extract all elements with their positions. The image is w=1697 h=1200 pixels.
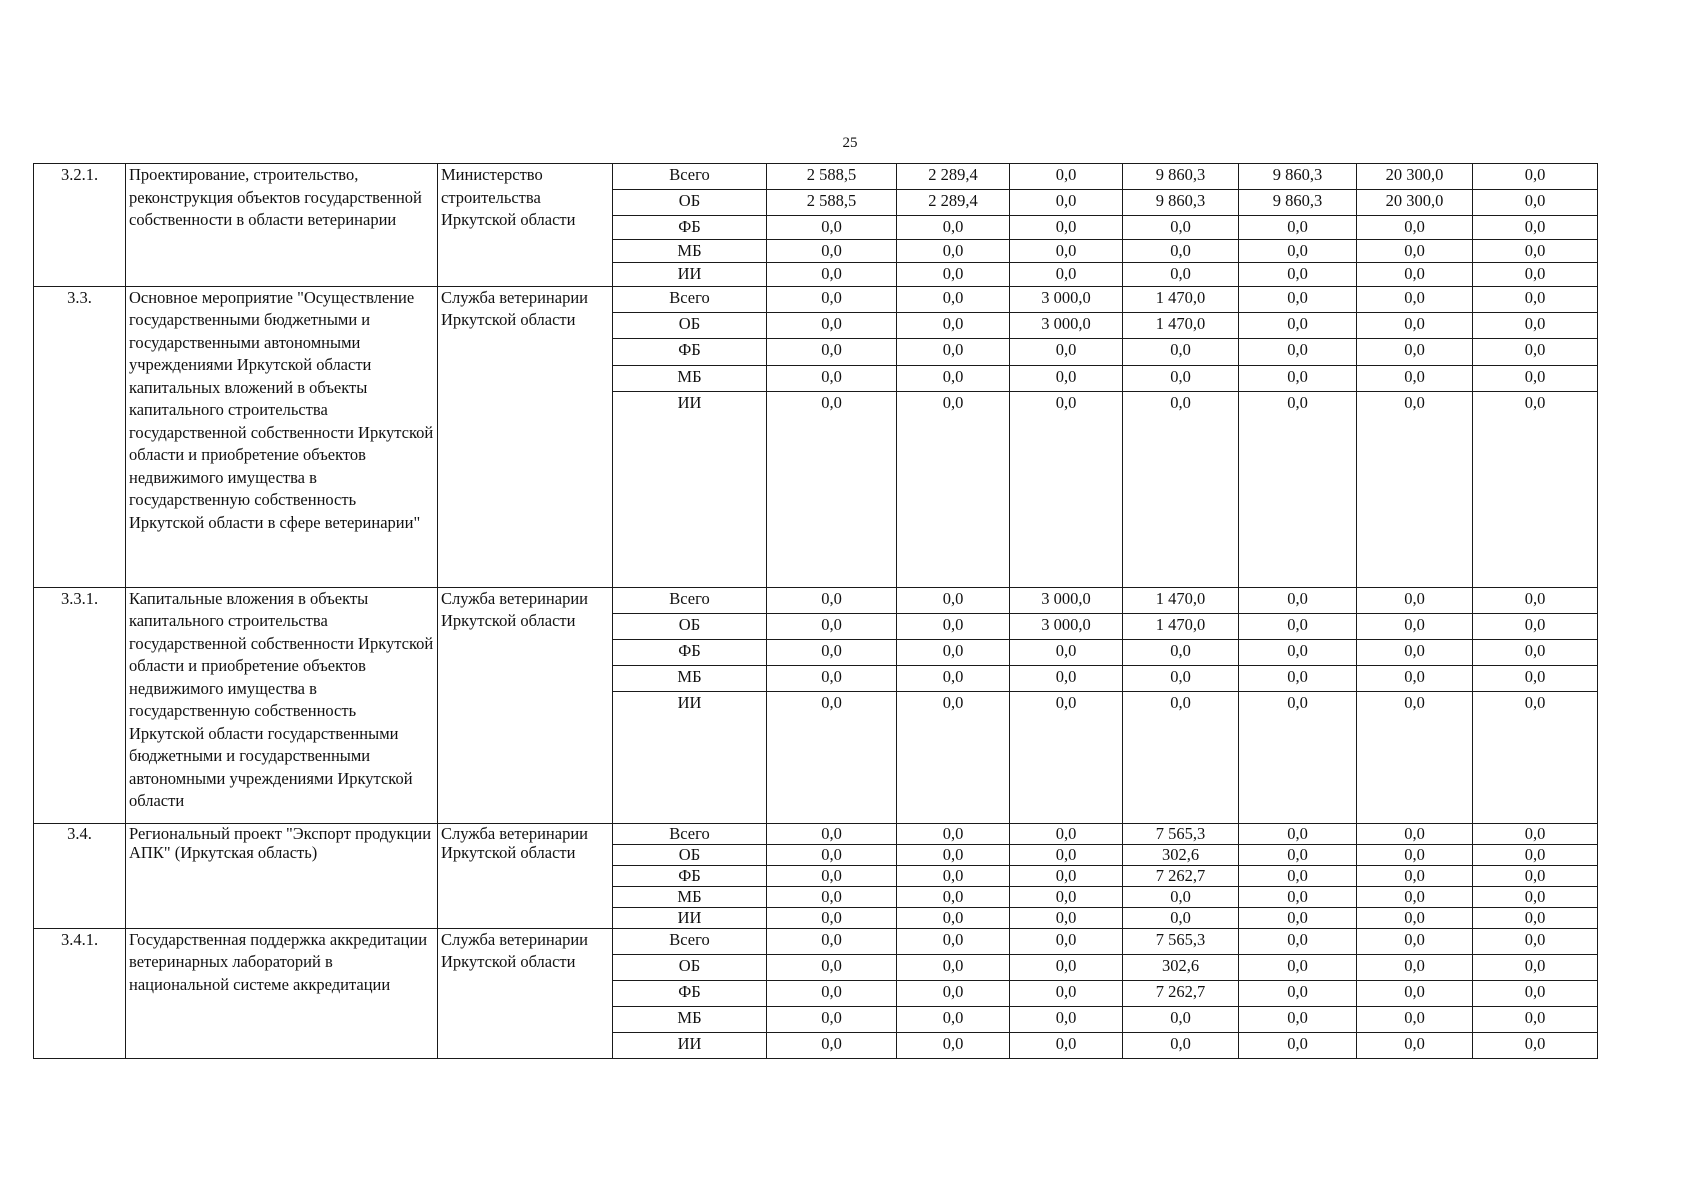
funding-value: 0,0 bbox=[1357, 886, 1473, 907]
funding-value: 0,0 bbox=[1123, 239, 1239, 263]
item-executor: Служба ветеринарии Иркутской области bbox=[438, 286, 613, 587]
funding-value: 0,0 bbox=[1357, 823, 1473, 844]
funding-source: ИИ bbox=[613, 263, 767, 287]
table-row bbox=[34, 286, 1598, 312]
funding-value: 0,0 bbox=[1473, 239, 1598, 263]
funding-value: 3 000,0 bbox=[1010, 613, 1123, 639]
funding-value: 0,0 bbox=[1010, 391, 1123, 587]
funding-value: 0,0 bbox=[1473, 1032, 1598, 1058]
funding-value: 9 860,3 bbox=[1123, 164, 1239, 190]
funding-value: 0,0 bbox=[897, 691, 1010, 823]
funding-value: 0,0 bbox=[1010, 954, 1123, 980]
funding-value: 0,0 bbox=[897, 980, 1010, 1006]
table-row bbox=[34, 823, 1598, 844]
funding-source: ИИ bbox=[613, 391, 767, 587]
funding-value: 0,0 bbox=[897, 1032, 1010, 1058]
table-row bbox=[34, 164, 1598, 190]
funding-value: 0,0 bbox=[1357, 691, 1473, 823]
funding-value: 0,0 bbox=[767, 691, 897, 823]
funding-value: 0,0 bbox=[897, 865, 1010, 886]
funding-value: 0,0 bbox=[897, 587, 1010, 613]
funding-value: 0,0 bbox=[767, 907, 897, 928]
funding-value: 0,0 bbox=[897, 954, 1010, 980]
funding-value: 0,0 bbox=[767, 312, 897, 338]
funding-source: ФБ bbox=[613, 639, 767, 665]
funding-value: 0,0 bbox=[1010, 865, 1123, 886]
funding-value: 1 470,0 bbox=[1123, 286, 1239, 312]
funding-value: 0,0 bbox=[1473, 587, 1598, 613]
funding-value: 0,0 bbox=[1357, 865, 1473, 886]
funding-value: 0,0 bbox=[1357, 286, 1473, 312]
funding-value: 0,0 bbox=[1357, 312, 1473, 338]
funding-value: 9 860,3 bbox=[1123, 190, 1239, 216]
table-row bbox=[34, 928, 1598, 954]
funding-value: 0,0 bbox=[1357, 391, 1473, 587]
funding-value: 0,0 bbox=[1239, 263, 1357, 287]
funding-value: 0,0 bbox=[767, 639, 897, 665]
funding-value: 7 262,7 bbox=[1123, 865, 1239, 886]
funding-value: 0,0 bbox=[1473, 391, 1598, 587]
funding-value: 3 000,0 bbox=[1010, 312, 1123, 338]
funding-value: 2 289,4 bbox=[897, 164, 1010, 190]
funding-value: 0,0 bbox=[1357, 1032, 1473, 1058]
funding-source: ОБ bbox=[613, 312, 767, 338]
funding-value: 0,0 bbox=[1357, 613, 1473, 639]
funding-value: 0,0 bbox=[1010, 665, 1123, 691]
funding-value: 20 300,0 bbox=[1357, 190, 1473, 216]
funding-value: 0,0 bbox=[1357, 844, 1473, 865]
funding-value: 0,0 bbox=[1239, 907, 1357, 928]
funding-value: 0,0 bbox=[767, 263, 897, 287]
funding-value: 0,0 bbox=[1010, 980, 1123, 1006]
funding-value: 0,0 bbox=[1473, 844, 1598, 865]
funding-value: 0,0 bbox=[1123, 691, 1239, 823]
item-number: 3.3. bbox=[34, 286, 126, 587]
funding-value: 0,0 bbox=[1357, 928, 1473, 954]
funding-value: 0,0 bbox=[1357, 216, 1473, 240]
funding-value: 0,0 bbox=[1010, 907, 1123, 928]
funding-value: 0,0 bbox=[767, 1032, 897, 1058]
funding-value: 2 588,5 bbox=[767, 164, 897, 190]
funding-value: 0,0 bbox=[1239, 844, 1357, 865]
funding-source: ОБ bbox=[613, 190, 767, 216]
funding-value: 0,0 bbox=[1010, 691, 1123, 823]
funding-value: 0,0 bbox=[1239, 613, 1357, 639]
funding-value: 0,0 bbox=[897, 263, 1010, 287]
funding-value: 0,0 bbox=[1473, 954, 1598, 980]
funding-value: 9 860,3 bbox=[1239, 164, 1357, 190]
funding-source: ИИ bbox=[613, 1032, 767, 1058]
table-row bbox=[34, 587, 1598, 613]
funding-value: 0,0 bbox=[897, 886, 1010, 907]
funding-value: 0,0 bbox=[1239, 954, 1357, 980]
funding-value: 0,0 bbox=[1123, 391, 1239, 587]
funding-value: 0,0 bbox=[897, 286, 1010, 312]
funding-value: 0,0 bbox=[1123, 639, 1239, 665]
funding-value: 0,0 bbox=[1010, 263, 1123, 287]
funding-value: 0,0 bbox=[1239, 239, 1357, 263]
funding-value: 0,0 bbox=[897, 613, 1010, 639]
funding-source: МБ bbox=[613, 665, 767, 691]
funding-value: 0,0 bbox=[767, 844, 897, 865]
funding-source: МБ bbox=[613, 365, 767, 391]
funding-value: 0,0 bbox=[1010, 823, 1123, 844]
item-name: Региональный проект "Экспорт продукции АПК" (Иркутская область) bbox=[126, 823, 438, 928]
funding-value: 9 860,3 bbox=[1239, 190, 1357, 216]
funding-value: 0,0 bbox=[767, 1006, 897, 1032]
funding-value: 0,0 bbox=[1239, 886, 1357, 907]
funding-value: 0,0 bbox=[1010, 365, 1123, 391]
funding-source: МБ bbox=[613, 886, 767, 907]
funding-value: 0,0 bbox=[1123, 1032, 1239, 1058]
funding-value: 0,0 bbox=[1357, 907, 1473, 928]
funding-value: 0,0 bbox=[897, 365, 1010, 391]
funding-value: 0,0 bbox=[1239, 1032, 1357, 1058]
funding-value: 0,0 bbox=[1010, 639, 1123, 665]
funding-value: 0,0 bbox=[1123, 886, 1239, 907]
funding-value: 7 565,3 bbox=[1123, 823, 1239, 844]
funding-source: ОБ bbox=[613, 954, 767, 980]
funding-value: 0,0 bbox=[1473, 365, 1598, 391]
funding-value: 0,0 bbox=[1357, 980, 1473, 1006]
funding-table bbox=[33, 163, 1598, 1059]
funding-value: 0,0 bbox=[1239, 312, 1357, 338]
funding-value: 0,0 bbox=[1357, 239, 1473, 263]
funding-value: 0,0 bbox=[1239, 865, 1357, 886]
funding-value: 0,0 bbox=[1239, 639, 1357, 665]
funding-value: 0,0 bbox=[1123, 338, 1239, 365]
funding-value: 0,0 bbox=[1357, 665, 1473, 691]
funding-source: Всего bbox=[613, 286, 767, 312]
funding-value: 0,0 bbox=[1123, 665, 1239, 691]
funding-value: 0,0 bbox=[767, 954, 897, 980]
funding-value: 0,0 bbox=[897, 928, 1010, 954]
funding-value: 0,0 bbox=[1010, 886, 1123, 907]
funding-value: 0,0 bbox=[1473, 286, 1598, 312]
funding-value: 0,0 bbox=[897, 665, 1010, 691]
funding-value: 0,0 bbox=[1473, 691, 1598, 823]
funding-source: Всего bbox=[613, 823, 767, 844]
funding-value: 0,0 bbox=[767, 286, 897, 312]
funding-source: ОБ bbox=[613, 613, 767, 639]
funding-value: 0,0 bbox=[1010, 1032, 1123, 1058]
funding-value: 0,0 bbox=[1357, 338, 1473, 365]
funding-value: 0,0 bbox=[1123, 263, 1239, 287]
funding-value: 0,0 bbox=[1473, 338, 1598, 365]
funding-source: ФБ bbox=[613, 338, 767, 365]
funding-value: 0,0 bbox=[897, 907, 1010, 928]
funding-value: 0,0 bbox=[897, 216, 1010, 240]
item-name: Проектирование, строительство, реконструкция объектов государственной собственности в области ветеринарии bbox=[126, 164, 438, 287]
funding-value: 0,0 bbox=[767, 365, 897, 391]
funding-source: ИИ bbox=[613, 907, 767, 928]
funding-value: 0,0 bbox=[1010, 164, 1123, 190]
funding-value: 0,0 bbox=[1123, 216, 1239, 240]
funding-value: 0,0 bbox=[1239, 391, 1357, 587]
funding-value: 0,0 bbox=[1239, 216, 1357, 240]
funding-value: 1 470,0 bbox=[1123, 613, 1239, 639]
funding-value: 0,0 bbox=[1010, 1006, 1123, 1032]
funding-value: 0,0 bbox=[767, 886, 897, 907]
funding-value: 0,0 bbox=[1239, 665, 1357, 691]
funding-value: 0,0 bbox=[767, 823, 897, 844]
item-name: Капитальные вложения в объекты капитального строительства государственной собственности Иркутской области и приобретение объектов недвижимого имущества в государственную собственность Иркутской области государственными бюджетными и государственными автономными учреждениями Иркутской области bbox=[126, 587, 438, 823]
item-name: Основное мероприятие "Осуществление государственными бюджетными и государственными автономными учреждениями Иркутской области капитальных вложений в объекты капитального строительства государственной собственности Иркутской области и приобретение объектов недвижимого имущества в государственную собственность Иркутской области в сфере ветеринарии" bbox=[126, 286, 438, 587]
funding-value: 0,0 bbox=[1239, 365, 1357, 391]
funding-value: 0,0 bbox=[897, 823, 1010, 844]
item-executor: Министерство строительства Иркутской области bbox=[438, 164, 613, 287]
funding-value: 0,0 bbox=[767, 587, 897, 613]
funding-value: 0,0 bbox=[1357, 365, 1473, 391]
funding-value: 0,0 bbox=[897, 844, 1010, 865]
funding-value: 0,0 bbox=[897, 1006, 1010, 1032]
funding-value: 302,6 bbox=[1123, 844, 1239, 865]
funding-value: 0,0 bbox=[1010, 338, 1123, 365]
funding-source: Всего bbox=[613, 164, 767, 190]
funding-value: 0,0 bbox=[1473, 928, 1598, 954]
funding-source: ФБ bbox=[613, 980, 767, 1006]
funding-value: 1 470,0 bbox=[1123, 312, 1239, 338]
funding-value: 0,0 bbox=[1010, 928, 1123, 954]
funding-value: 0,0 bbox=[1473, 980, 1598, 1006]
funding-value: 0,0 bbox=[1473, 823, 1598, 844]
funding-value: 0,0 bbox=[1357, 587, 1473, 613]
funding-source: МБ bbox=[613, 1006, 767, 1032]
funding-value: 0,0 bbox=[1239, 286, 1357, 312]
funding-source: ФБ bbox=[613, 865, 767, 886]
funding-value: 20 300,0 bbox=[1357, 164, 1473, 190]
item-number: 3.2.1. bbox=[34, 164, 126, 287]
funding-value: 0,0 bbox=[1473, 907, 1598, 928]
funding-source: ИИ bbox=[613, 691, 767, 823]
funding-value: 0,0 bbox=[1473, 216, 1598, 240]
funding-value: 0,0 bbox=[1123, 365, 1239, 391]
funding-value: 0,0 bbox=[767, 665, 897, 691]
funding-source: МБ bbox=[613, 239, 767, 263]
funding-value: 7 565,3 bbox=[1123, 928, 1239, 954]
item-executor: Служба ветеринарии Иркутской области bbox=[438, 823, 613, 928]
funding-value: 0,0 bbox=[1473, 665, 1598, 691]
funding-value: 0,0 bbox=[1473, 865, 1598, 886]
item-number: 3.4.1. bbox=[34, 928, 126, 1058]
funding-value: 0,0 bbox=[897, 639, 1010, 665]
funding-source: Всего bbox=[613, 928, 767, 954]
funding-value: 0,0 bbox=[1239, 691, 1357, 823]
funding-value: 1 470,0 bbox=[1123, 587, 1239, 613]
funding-value: 0,0 bbox=[1123, 1006, 1239, 1032]
funding-value: 0,0 bbox=[1010, 844, 1123, 865]
funding-source: ОБ bbox=[613, 844, 767, 865]
funding-value: 3 000,0 bbox=[1010, 286, 1123, 312]
funding-value: 0,0 bbox=[1010, 216, 1123, 240]
item-number: 3.3.1. bbox=[34, 587, 126, 823]
funding-value: 0,0 bbox=[1357, 1006, 1473, 1032]
funding-value: 7 262,7 bbox=[1123, 980, 1239, 1006]
funding-value: 0,0 bbox=[1473, 639, 1598, 665]
funding-value: 0,0 bbox=[767, 239, 897, 263]
funding-value: 0,0 bbox=[1010, 190, 1123, 216]
funding-value: 0,0 bbox=[767, 391, 897, 587]
funding-value: 0,0 bbox=[897, 239, 1010, 263]
funding-value: 0,0 bbox=[897, 312, 1010, 338]
funding-value: 0,0 bbox=[1473, 312, 1598, 338]
funding-value: 0,0 bbox=[1239, 338, 1357, 365]
item-number: 3.4. bbox=[34, 823, 126, 928]
funding-value: 0,0 bbox=[1357, 954, 1473, 980]
funding-value: 0,0 bbox=[1239, 928, 1357, 954]
funding-value: 0,0 bbox=[1239, 980, 1357, 1006]
funding-value: 0,0 bbox=[767, 216, 897, 240]
table-body bbox=[34, 164, 1598, 1059]
funding-value: 0,0 bbox=[1357, 263, 1473, 287]
page-number: 25 bbox=[842, 135, 858, 151]
funding-value: 0,0 bbox=[1123, 907, 1239, 928]
funding-value: 0,0 bbox=[1239, 1006, 1357, 1032]
item-executor: Служба ветеринарии Иркутской области bbox=[438, 587, 613, 823]
funding-value: 2 588,5 bbox=[767, 190, 897, 216]
item-name: Государственная поддержка аккредитации ветеринарных лабораторий в национальной системе аккредитации bbox=[126, 928, 438, 1058]
funding-value: 0,0 bbox=[1473, 886, 1598, 907]
funding-value: 0,0 bbox=[767, 338, 897, 365]
funding-value: 0,0 bbox=[767, 613, 897, 639]
funding-value: 0,0 bbox=[767, 928, 897, 954]
item-executor: Служба ветеринарии Иркутской области bbox=[438, 928, 613, 1058]
funding-value: 0,0 bbox=[897, 338, 1010, 365]
funding-source: Всего bbox=[613, 587, 767, 613]
funding-value: 0,0 bbox=[1239, 823, 1357, 844]
funding-value: 0,0 bbox=[1357, 639, 1473, 665]
funding-value: 0,0 bbox=[1473, 164, 1598, 190]
funding-source: ФБ bbox=[613, 216, 767, 240]
funding-value: 0,0 bbox=[1473, 1006, 1598, 1032]
funding-value: 0,0 bbox=[767, 865, 897, 886]
funding-value: 302,6 bbox=[1123, 954, 1239, 980]
funding-value: 0,0 bbox=[1239, 587, 1357, 613]
funding-value: 0,0 bbox=[1473, 190, 1598, 216]
funding-value: 0,0 bbox=[897, 391, 1010, 587]
funding-value: 0,0 bbox=[1473, 613, 1598, 639]
funding-value: 3 000,0 bbox=[1010, 587, 1123, 613]
funding-value: 0,0 bbox=[1010, 239, 1123, 263]
funding-value: 0,0 bbox=[767, 980, 897, 1006]
funding-value: 2 289,4 bbox=[897, 190, 1010, 216]
funding-value: 0,0 bbox=[1473, 263, 1598, 287]
